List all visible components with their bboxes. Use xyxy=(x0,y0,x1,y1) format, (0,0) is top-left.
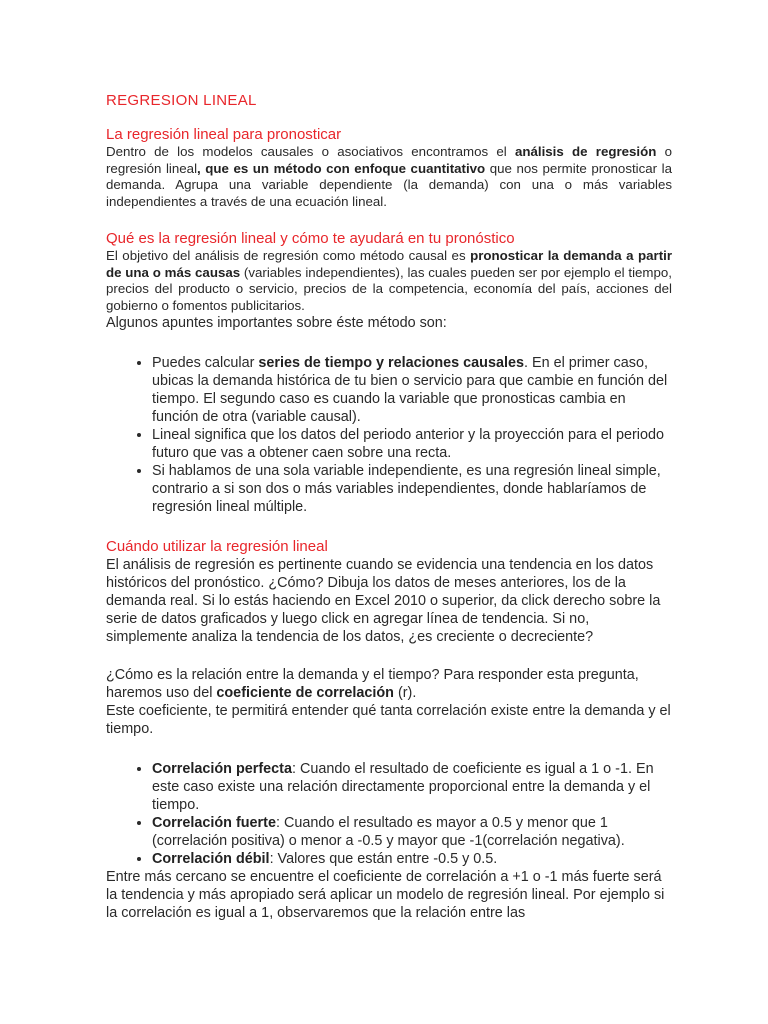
text-run: Dentro de los modelos causales o asociativos encontramos el xyxy=(106,144,515,159)
section-heading-que-es: Qué es la regresión lineal y cómo te ayudará en tu pronóstico xyxy=(106,230,515,247)
text-run: El objetivo del análisis de regresión como método causal es xyxy=(106,248,471,263)
text-run: Puedes calcular xyxy=(152,355,259,371)
bold-run: series de tiempo y relaciones causales xyxy=(258,355,524,371)
text-run: : Valores que están entre -0.5 y 0.5. xyxy=(269,851,498,867)
paragraph-coeficiente: Este coeficiente, te permitirá entender qué tanta correlación existe entre la demanda y el tiempo. xyxy=(106,703,671,737)
text-run: . En el primer caso, ubicas la demanda histórica de tu bien o servicio para que cambie en función del tiempo. El segundo caso es cuando la variable que pronosticas cambia en función de otra (variable causal). xyxy=(152,355,668,425)
bold-run: Correlación débil xyxy=(152,851,270,867)
bold-run: coeficiente de correlación xyxy=(216,685,394,701)
list-item xyxy=(152,814,672,850)
list-item: • Lineal significa que los datos del periodo anterior y la proyección para el periodo futuro que vas a obtener caen sobre una recta. xyxy=(152,426,672,462)
list-item xyxy=(152,850,672,868)
text-run: (r). xyxy=(393,685,417,701)
bold-run: , que es un método con enfoque cuantitativo xyxy=(197,160,486,176)
bold-run: Correlación fuerte xyxy=(152,815,276,831)
text-run: (variables independientes), las cuales pueden ser por ejemplo el tiempo, precios del producto o servicio, precios de la competencia, economía del país, acciones del gobierno o fomentos publicitarios. xyxy=(106,264,672,313)
paragraph-pertinente: El análisis de regresión es pertinente cuando se evidencia una tendencia en los datos históricos del pronóstico. ¿Cómo? Dibuja los datos de meses anteriores, los de la demanda real. Si lo estás haciendo en Excel 2010 o superior, da click derecho sobre la serie de datos graficados y luego click en agregar línea de tendencia. Si no, simplemente analiza la tendencia de los datos, ¿es creciente o decreciente? xyxy=(106,557,661,645)
list-item xyxy=(152,760,672,814)
paragraph-cercano: Entre más cercano se encuentre el coeficiente de correlación a +1 o -1 más fuerte será la tendencia y más apropiado será aplicar un modelo de regresión lineal. Por ejemplo si la correlación es igual a 1, observaremos que la relación entre las xyxy=(106,869,665,921)
paragraph-intro xyxy=(106,144,672,210)
bold-run: pronosticar la demanda a partir de una o más causas xyxy=(106,248,672,280)
paragraph-relacion xyxy=(106,666,672,702)
bold-run: Correlación perfecta xyxy=(152,761,292,777)
text-run: : Cuando el resultado es mayor a 0.5 y menor que 1 (correlación positiva) o menor a -0.5 y mayor que -1(correlación negativa). xyxy=(152,815,625,849)
paragraph-apuntes-intro: Algunos apuntes importantes sobre éste método son: xyxy=(106,315,447,331)
list-item xyxy=(152,354,672,426)
text-run: o regresión lineal xyxy=(106,144,673,176)
section-heading-pronosticar: La regresión lineal para pronosticar xyxy=(106,126,342,143)
document-title: REGRESION LINEAL xyxy=(106,92,257,109)
paragraph-objetivo xyxy=(106,248,672,314)
section-heading-cuando: Cuándo utilizar la regresión lineal xyxy=(106,538,328,555)
text-run: ¿Cómo es la relación entre la demanda y el tiempo? Para responder esta pregunta, haremos uso del xyxy=(106,667,639,701)
text-run: : Cuando el resultado de coeficiente es igual a 1 o -1. En este caso existe una relación directamente proporcional entre la demanda y el tiempo. xyxy=(152,761,654,813)
text-run: que nos permite pronosticar la demanda. Agrupa una variable dependiente (la demanda) con una o más variables independientes a través de una ecuación lineal. xyxy=(106,160,672,209)
bold-run: análisis de regresión xyxy=(514,144,657,159)
list-item: • Si hablamos de una sola variable independiente, es una regresión lineal simple, contrario a si son dos o más variables independientes, donde hablaríamos de regresión lineal múltiple. xyxy=(152,462,672,516)
correlacion-list xyxy=(106,760,672,868)
apuntes-list xyxy=(106,354,672,516)
